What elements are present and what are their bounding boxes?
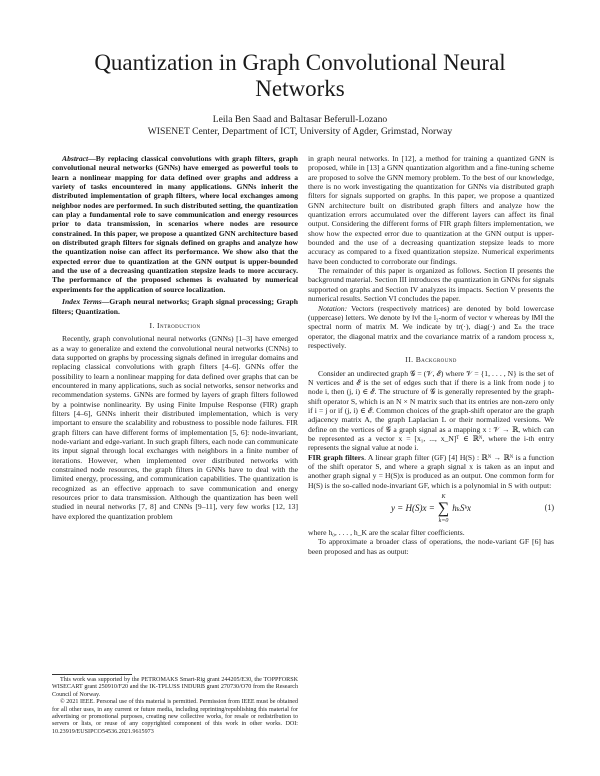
notation-paragraph: [308, 304, 554, 351]
footnote-rule: [52, 674, 132, 675]
background-paragraph-1: Consider an undirected graph 𝒢 = (𝒱, ℰ) where 𝒱 = {1, . . . , N} is the set of N vertices and ℰ is the set of edges such that if there is a link from node j to node i, then (j, i) ∈ ℰ. The structure of 𝒢 is generally represented by the graph-shift operator S, which is an N × N matrix such that its entries are non-zero only if i = j or if (j, i) ∈ ℰ. Common choices of the graph-shift operator are the graph adjacency matrix A, the graph Laplacian L or their normalized versions. We define on the vertices of 𝒢 a graph signal as a mapping x : 𝒱 → ℝ, which can be represented as a vector x = [x₁, ..., x_N]ᵀ ∈ ℝᴺ, where the i-th entry represents the signal value at node i.: [308, 368, 554, 453]
abstract-text: —By replacing classical convolutions with graph filters, graph convolutional neural networks (GNNs) have emerged as powerful tools to learn a nonlinear mapping for data defined over graphs and address a variety of tasks encountered in many applications. GNNs inherit the distributed implementation of graph filters, where local exchanges among neighbor nodes are performed. In such distributed setting, the quantization can play a fundamental role to save communication and energy resources prior to data transmission, in scenarios where nodes are resource constrained. In this paper, we propose a quantized GNN architecture based on distributed graph filters for signals defined on graphs and analyze how the quantization noise can affect its performance. We show also that the expected error due to quantization at the GNN output is upper-bounded and the use of a decreasing quantization stepsize leads to more accuracy. The performance of the proposed schemes is evaluated by numerical experiments for the application of source localization.: [52, 154, 298, 294]
sum-lower-limit: k=0: [438, 518, 449, 525]
notation-text: Vectors (respectively matrices) are denoted by bold lowercase (uppercase) letters. We denote by ‖v‖ the l₂-norm of vector v whereas by ‖M‖ the spectral norm of matrix M. We indicate by tr(·), diag(·) and Σₙ the trace operator, the diagonal matrix and the covariance matrix of a random process x, respectively.: [308, 303, 554, 350]
equation-rhs: hₖSᵏx: [452, 503, 472, 514]
index-terms-text: —Graph neural networks; Graph signal processing; Graph filters; Quantization.: [52, 297, 298, 316]
fir-lead: FIR graph filters: [308, 452, 365, 462]
footnote-copyright: © 2021 IEEE. Personal use of this material is permitted. Permission from IEEE must be obtained for all other uses, in any current or future media, including reprinting/republishing this material for advertising or promotional purposes, creating new collective works, for resale or redistribution to servers or lists, or reuse of any copyrighted component of this work in other works. DOI: 10.23919/EUSIPCO54536.2021.9615973: [52, 699, 298, 735]
equation-lhs: y = H(S)x =: [390, 503, 435, 514]
right-column: [308, 154, 554, 556]
author-names: Leila Ben Saad and Baltasar Beferull-Lozano: [212, 114, 388, 125]
index-terms-lead: Index Terms: [62, 297, 102, 307]
footnote: [52, 677, 298, 736]
sigma-glyph: ∑: [437, 500, 450, 518]
author-affiliation: WISENET Center, Department of ICT, University of Agder, Grimstad, Norway: [147, 126, 453, 137]
background-paragraph-2: To approximate a broader class of operations, the node-variant GF [6] has been proposed and has as output:: [308, 537, 554, 556]
paper-title: Quantization in Graph Convolutional Neural Networks: [94, 50, 506, 101]
equation-1: [308, 492, 554, 526]
summation-symbol: [438, 493, 449, 525]
fir-text: . A linear graph filter (GF) [4] H(S) : ℝᴺ → ℝᴺ is a function of the shift operator S, and where a graph signal x is taken as an input and another graph signal y = H(S)x is produced as an output. One common form for H(S) is the so-called node-invariant GF, which is a polynomial in S with output:: [308, 452, 554, 490]
left-column: [52, 154, 298, 521]
intro-paragraph-3: The remainder of this paper is organized as follows. Section II presents the background material. Section III introduces the quantization in GNNs for signals supported on graphs and Section IV analyzes its impacts. Section V presents the numerical results. Section VI concludes the paper.: [308, 266, 554, 304]
notation-lead: Notation:: [318, 303, 348, 313]
equation-number: (1): [544, 503, 554, 513]
after-equation-text: where h₀, . . . , h_K are the scalar filter coefficients.: [308, 528, 465, 538]
intro-paragraph-1: Recently, graph convolutional neural networks (GNNs) [1–3] have emerged as a way to generalize and extend the convolutional neural networks (CNNs) to data supported on graphs by processing signals defined in irregular domains and replacing classical convolutions with graph filters [4–6]. GNNs offer the possibility to learn a nonlinear mapping for data defined over graphs that can be encountered in many applications, such as social networks, sensor networks and recommendation systems. GNNs are formed by layers of graph filters followed by a pointwise nonlinearity. By using Finite Impulse Response (FIR) graph filters [4–6], GNNs inherit their distributed implementation, which is very important to ensure the scalability and robustness to possible node failures. FIR graph filters can have different forms of implementation [5, 6]: node-invariant, node-variant and edge-variant. In such graph filters, each node can communicate its input signal through local exchanges with neighbors in a finite number of iterations. However, when implemented over distributed networks with constrained node resources, the graph filters in GNNs have to deal with the limited energy, processing, and communication capabilities. The quantization is recognized as an effective approach to save communication and energy resources prior to data transmission. Although the quantization has been well studied in neural networks [7, 8] and CNNs [9–11], very few works [12, 13] have explored the quantization problem: [52, 334, 298, 521]
fir-paragraph: [308, 453, 554, 490]
section-heading-introduction: I. Introduction: [149, 320, 201, 330]
index-terms: [52, 297, 298, 316]
equation-body: [391, 493, 471, 525]
abstract-lead: Abstract: [62, 154, 89, 163]
intro-paragraph-2: in graph neural networks. In [12], a method for training a quantized GNN is proposed, while in [13] a GNN quantization algorithm and a fine-tuning scheme are proposed to solve the GNN memory problem. To the best of our knowledge, there is no work investigating the quantization for GNNs via distributed graph filters for signals supported on graphs. In this paper, we propose a quantized GNN architecture built on distributed graph filters and analyze how the quantization errors accumulated over the different layers can affect its final output. Considering the different forms of FIR graph filters implementation, we show how the expected error due to quantization at the GNN output is upper-bounded and the use of a decreasing quantization stepsize leads to more accuracy as compared to a fixed quantization stepsize. Numerical experiments have been conducted to corroborate our findings.: [308, 154, 554, 266]
footnote-funding: This work was supported by the PETROMAKS Smart-Rig grant 244205/E30, the TOPPFORSK WISECART grant 250910/F20 and the IK-TPLUSS INDURB grant 270730/O70 from the Research Council of Norway.: [52, 677, 298, 698]
author-block: [40, 114, 560, 138]
abstract: [52, 154, 298, 294]
section-heading-background: II. Background: [405, 355, 457, 365]
sum-upper-limit: K: [441, 494, 446, 501]
